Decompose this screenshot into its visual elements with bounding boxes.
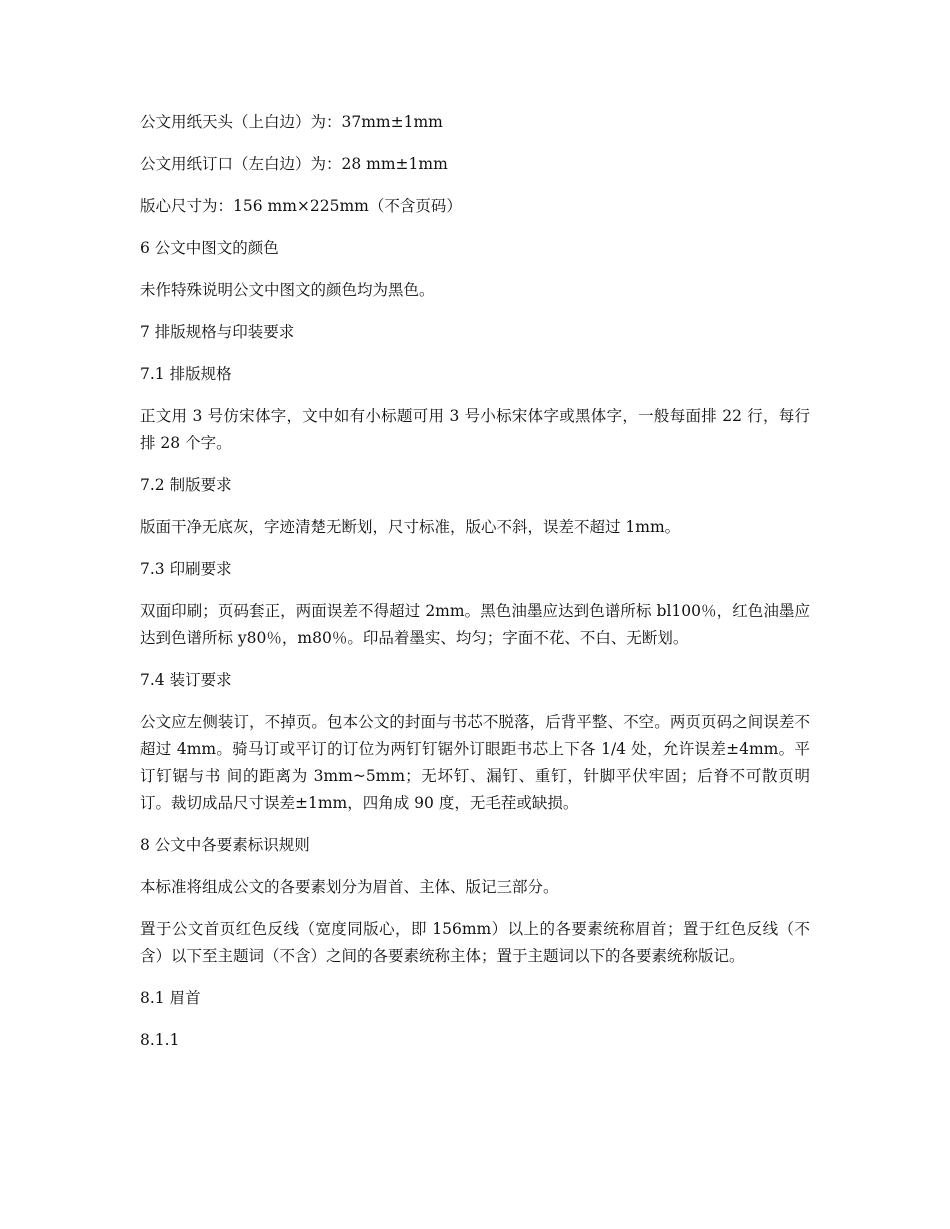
subsection-heading-7-1: 7.1 排版规格: [140, 365, 232, 383]
section-heading-6: 6 公文中图文的颜色: [140, 239, 279, 257]
document-body: [140, 109, 810, 1069]
section-heading-8: 8 公文中各要素标识规则: [140, 836, 310, 854]
section-heading-7: 7 排版规格与印装要求: [140, 323, 295, 341]
paragraph-top-margin: 公文用纸天头（上白边）为：37mm±1mm: [140, 113, 443, 131]
paragraph-printing: 双面印刷；页码套正，两面误差不得超过 2mm。黑色油墨应达到色谱所标 bl100％，红色油墨应达到色谱所标 y80％，m80％。印品着墨实、均匀；字面不花、不白、无断划。: [140, 602, 810, 647]
paragraph-plate-making: 版面干净无底灰，字迹清楚无断划，尺寸标准，版心不斜，误差不超过 1mm。: [140, 518, 681, 536]
subsection-heading-7-4: 7.4 装订要求: [140, 671, 232, 689]
paragraph-elements-definition: 置于公文首页红色反线（宽度同版心，即 156mm）以上的各要素统称眉首；置于红色反线（不含）以下至主题词（不含）之间的各要素统称主体；置于主题词以下的各要素统称版记。: [140, 920, 810, 965]
paragraph-elements-division: 本标准将组成公文的各要素划分为眉首、主体、版记三部分。: [140, 878, 559, 896]
paragraph-binding: 公文应左侧装订，不掉页。包本公文的封面与书芯不脱落，后背平整、不空。两页页码之间误差不超过 4mm。骑马订或平订的订位为两钉钉锯外订眼距书芯上下各 1/4 处，允许误差±4mm。平订钉锯与书 间的距离为 3mm~5mm；无坏钉、漏钉、重钉，针脚平伏牢固；后脊不可散页明订。裁切成品尺寸误差±1mm，四角成 90 度，无毛茬或缺损。: [140, 713, 810, 812]
paragraph-color: 未作特殊说明公文中图文的颜色均为黑色。: [140, 281, 435, 299]
subsection-heading-8-1: 8.1 眉首: [140, 989, 201, 1007]
paragraph-layout-spec: 正文用 3 号仿宋体字，文中如有小标题可用 3 号小标宋体字或黑体字，一般每面排 22 行，每行排 28 个字。: [140, 407, 810, 452]
subsection-heading-7-2: 7.2 制版要求: [140, 476, 232, 494]
subsection-heading-8-1-1: 8.1.1: [140, 1031, 180, 1049]
paragraph-type-area: 版心尺寸为：156 mm×225mm（不含页码）: [140, 197, 462, 215]
paragraph-left-margin: 公文用纸订口（左白边）为：28 mm±1mm: [140, 155, 448, 173]
subsection-heading-7-3: 7.3 印刷要求: [140, 560, 232, 578]
